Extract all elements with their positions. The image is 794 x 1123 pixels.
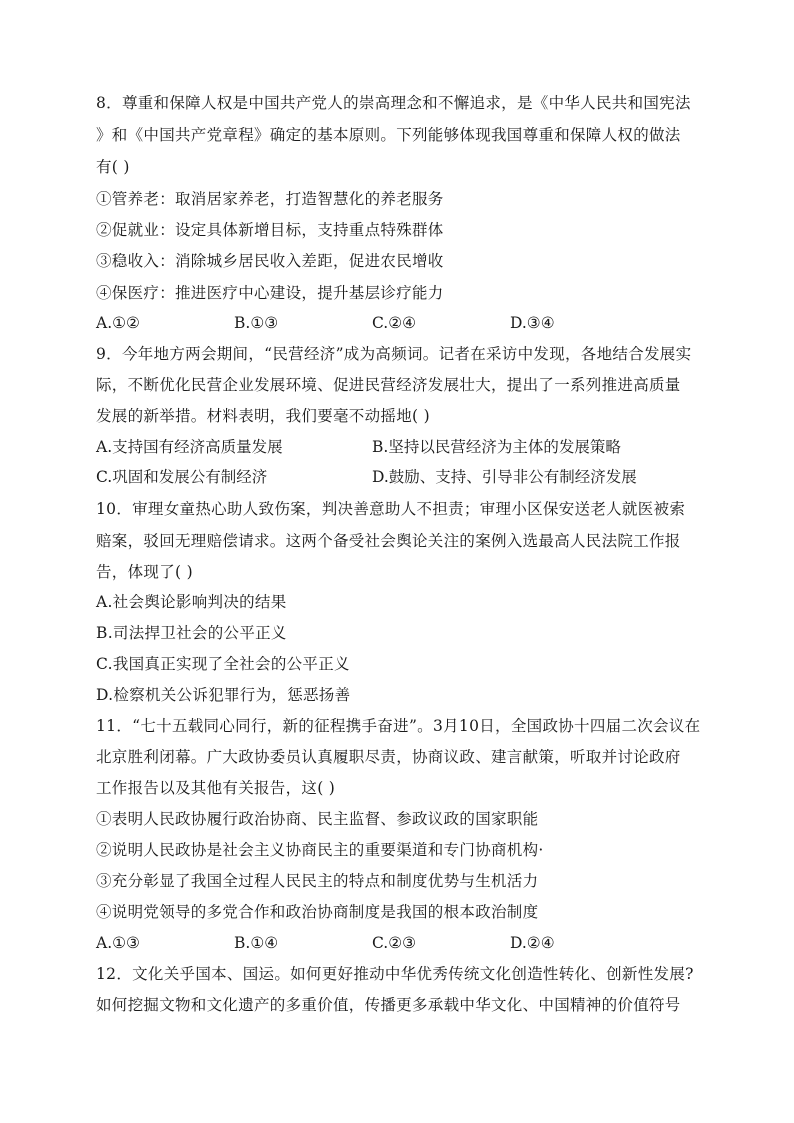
q8-stem-line: 8．尊重和保障人权是中国共产党人的崇高理念和不懈追求，是《中华人民共和国宪法 — [96, 94, 691, 112]
q11-item: ④说明党领导的多党合作和政治协商制度是我国的根本政治制度 — [96, 903, 539, 921]
q8-stem-line: 有( ) — [96, 158, 130, 176]
q11-stem-line: 工作报告以及其他有关报告，这( ) — [96, 779, 336, 797]
q11-stem-line: 北京胜利闭幕。广大政协委员认真履职尽责，协商议政、建言献策，听取并讨论政府 — [96, 748, 681, 766]
q10-option-b[interactable]: B.司法捍卫社会的公平正义 — [96, 624, 287, 642]
q9-option-a[interactable]: A.支持国有经济高质量发展 — [96, 438, 283, 456]
q8-option-b[interactable]: B.①③ — [234, 314, 279, 332]
q8-item: ①管养老：取消居家养老，打造智慧化的养老服务 — [96, 190, 444, 208]
q9-stem-line: 发展的新举措。材料表明，我们要毫不动摇地( ) — [96, 407, 430, 425]
q8-options — [96, 312, 706, 334]
q9-stem-line: 际，不断优化民营企业发展环境、促进民营经济发展壮大，提出了一系列推进高质量 — [96, 376, 681, 394]
q10-option-c[interactable]: C.我国真正实现了全社会的公平正义 — [96, 655, 350, 673]
q11-item: ①表明人民政协履行政治协商、民主监督、参政议政的国家职能 — [96, 810, 539, 828]
q8-option-c[interactable]: C.②④ — [372, 314, 417, 332]
q11-option-c[interactable]: C.②③ — [372, 934, 417, 952]
q9-option-b[interactable]: B.坚持以民营经济为主体的发展策略 — [372, 438, 621, 456]
q10-stem-line: 10．审理女童热心助人致伤案，判决善意助人不担责；审理小区保安送老人就医被索 — [96, 500, 686, 518]
q8-option-d[interactable]: D.③④ — [510, 314, 555, 332]
q9-options-row — [96, 466, 706, 488]
q11-option-d[interactable]: D.②④ — [510, 934, 555, 952]
q9-option-d[interactable]: D.鼓励、支持、引导非公有制经济发展 — [372, 468, 637, 486]
q8-item: ②促就业：设定具体新增目标，支持重点特殊群体 — [96, 221, 444, 239]
q11-options — [96, 932, 706, 954]
q8-item: ③稳收入：消除城乡居民收入差距，促进农民增收 — [96, 252, 444, 270]
q8-option-a[interactable]: A.①② — [96, 314, 140, 332]
q11-option-b[interactable]: B.①④ — [234, 934, 279, 952]
q9-stem-line: 9．今年地方两会期间，“民营经济”成为高频词。记者在采访中发现，各地结合发展实 — [96, 345, 692, 363]
q10-option-d[interactable]: D.检察机关公诉犯罪行为，惩恶扬善 — [96, 686, 351, 704]
q8-stem-line: 》和《中国共产党章程》确定的基本原则。下列能够体现我国尊重和保障人权的做法 — [96, 126, 681, 144]
q12-stem-line: 12．文化关乎国本、国运。如何更好推动中华优秀传统文化创造性转化、创新性发展? — [96, 965, 694, 983]
q11-item: ③充分彰显了我国全过程人民民主的特点和制度优势与生机活力 — [96, 872, 539, 890]
q10-option-a[interactable]: A.社会舆论影响判决的结果 — [96, 593, 287, 611]
q10-stem-line: 告，体现了( ) — [96, 563, 193, 581]
q11-item: ②说明人民政协是社会主义协商民主的重要渠道和专门协商机构· — [96, 841, 544, 859]
q10-stem-line: 赔案，驳回无理赔偿请求。这两个备受社会舆论关注的案例入选最高人民法院工作报 — [96, 532, 681, 550]
q11-stem-line: 11．“七十五载同心同行，新的征程携手奋进”。3月10日，全国政协十四届二次会议在 — [96, 717, 701, 735]
q11-option-a[interactable]: A.①③ — [96, 934, 140, 952]
q12-stem-line: 如何挖掘文物和文化遗产的多重价值，传播更多承载中华文化、中国精神的价值符号 — [96, 996, 681, 1014]
q9-options-row — [96, 436, 706, 458]
q8-item: ④保医疗：推进医疗中心建设，提升基层诊疗能力 — [96, 284, 444, 302]
q9-option-c[interactable]: C.巩固和发展公有制经济 — [96, 468, 268, 486]
